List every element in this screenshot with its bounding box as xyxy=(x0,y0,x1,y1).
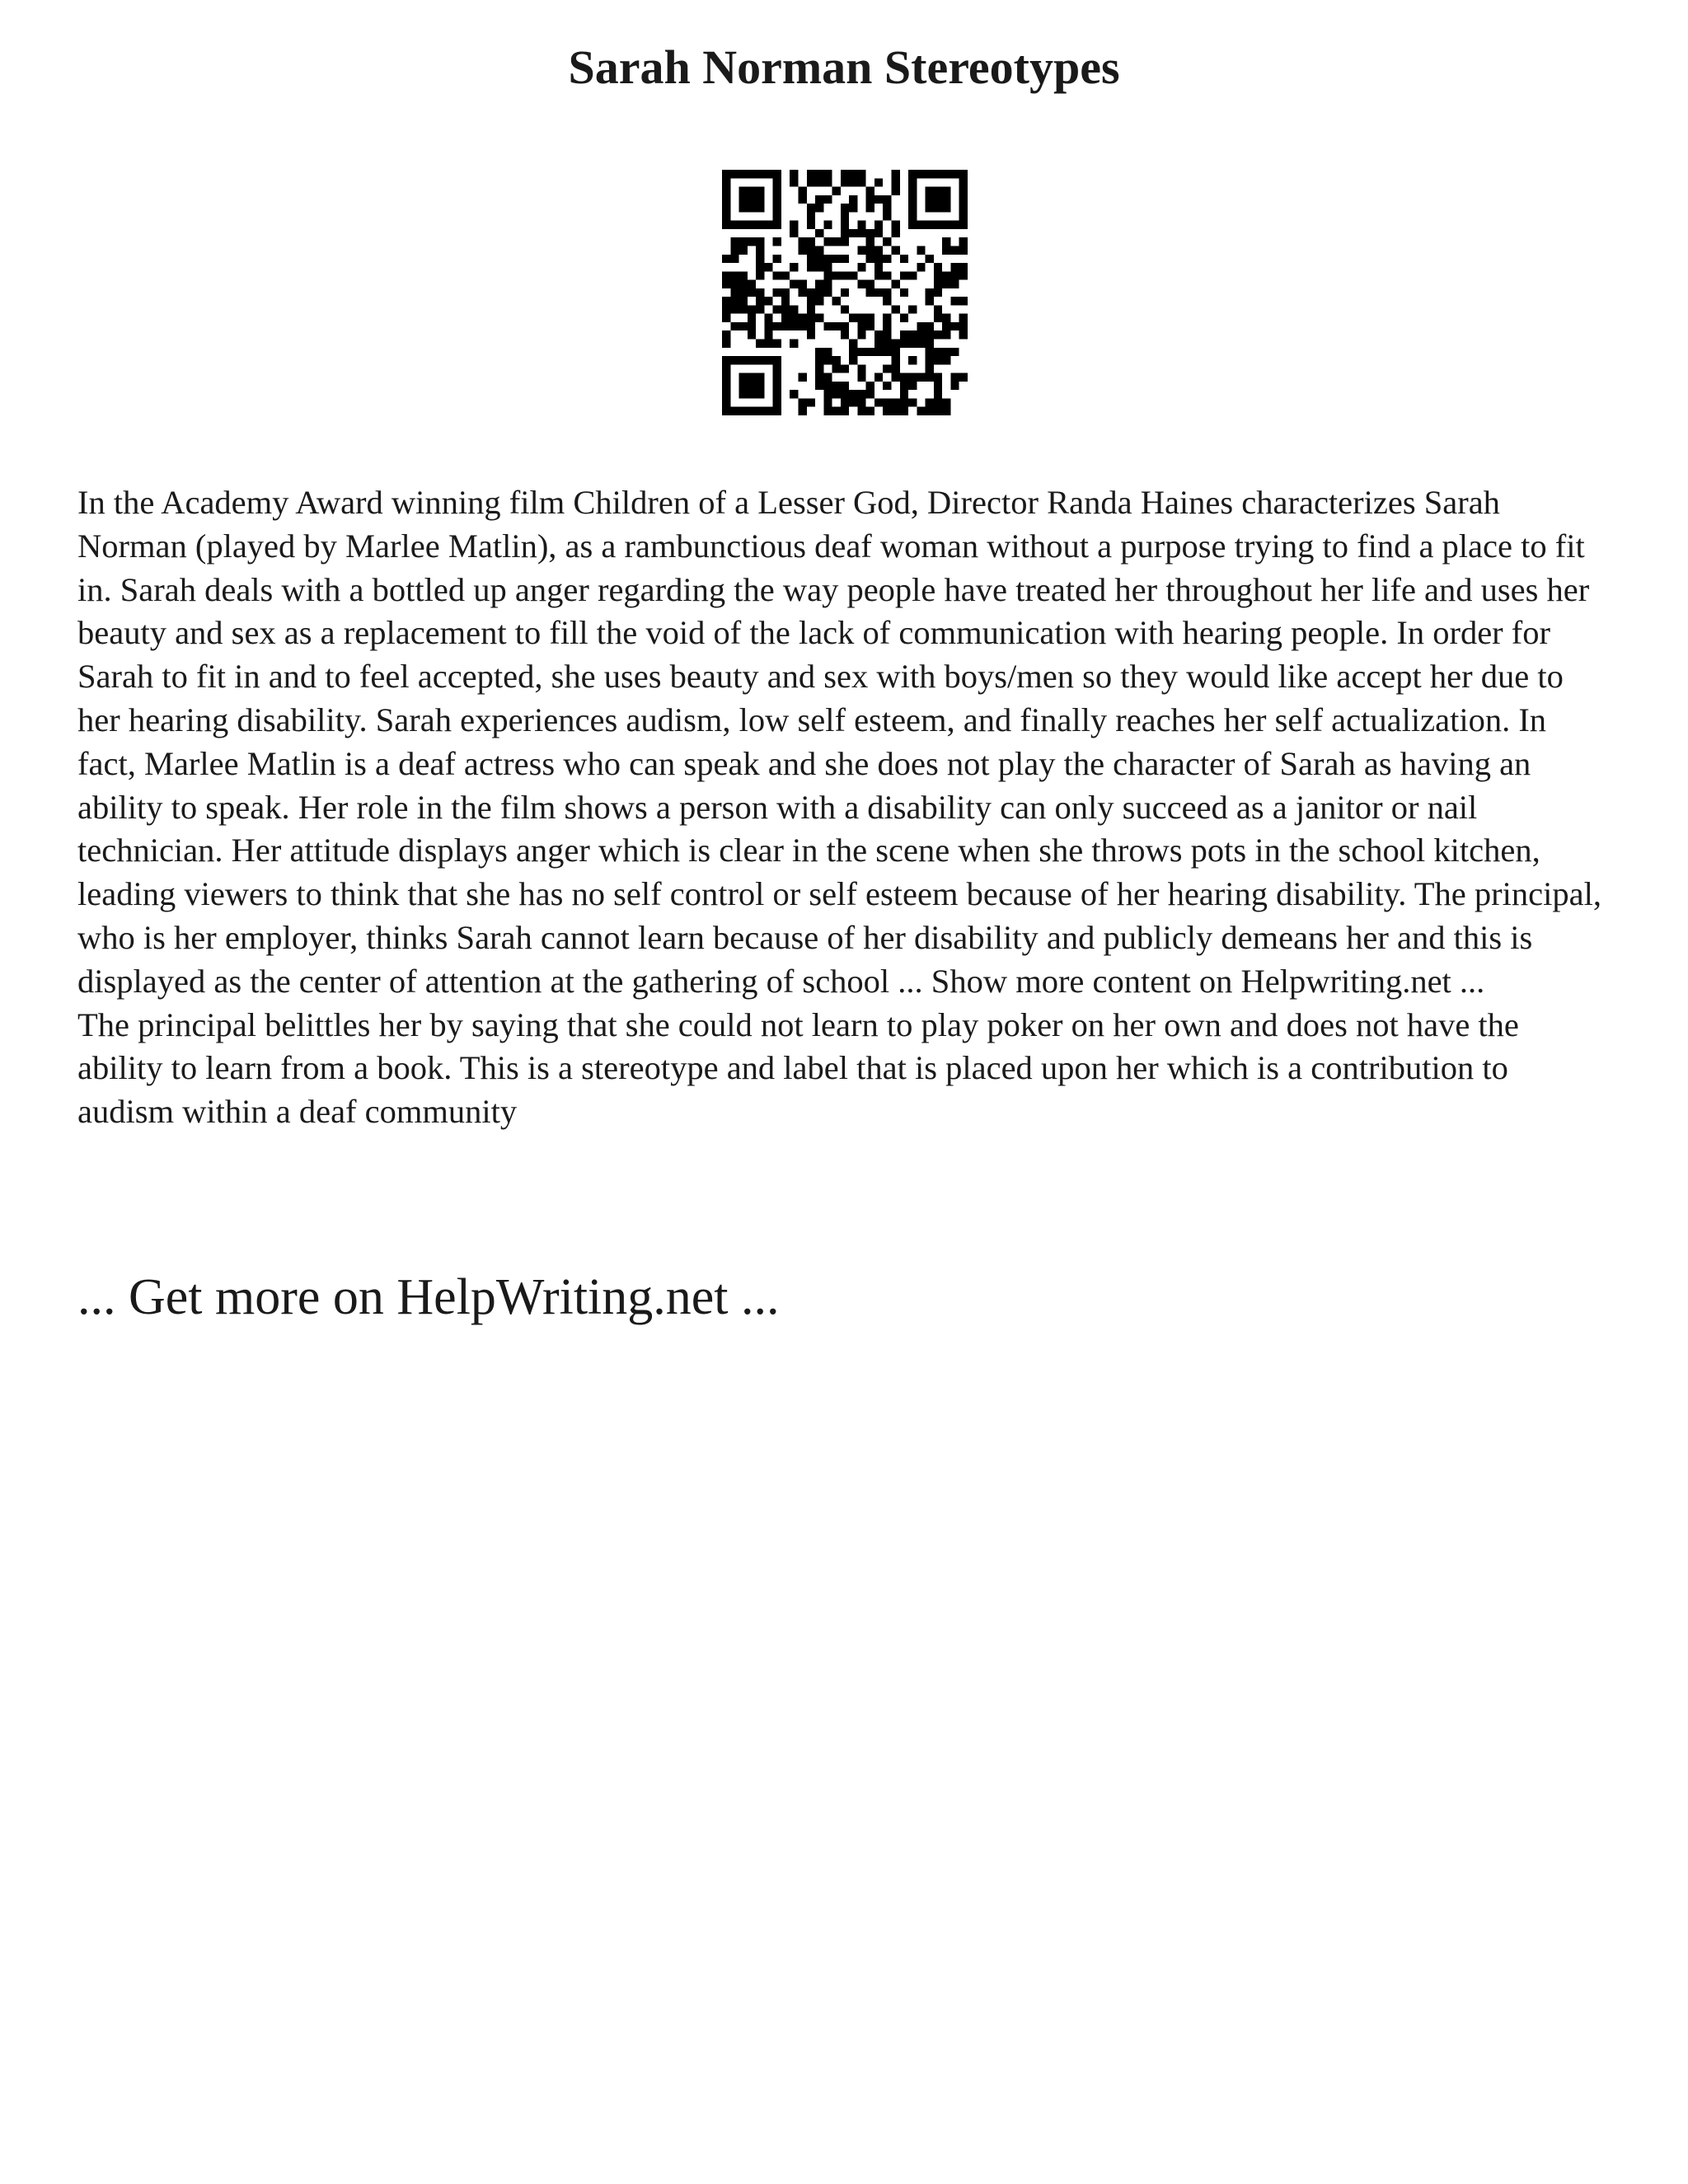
paragraph-principal: The principal belittles her by saying that she could not learn to play poker on her own and does not have the ability to learn from a book. This is a stereotype and label that is placed upon her which is a contribution to audism within a deaf community xyxy=(77,1005,1519,1131)
paragraph-intro: In the Academy Award winning film Children of a Lesser God, Director Randa Haines characterizes Sarah Norman (played by Marlee Matlin), as a rambunctious deaf woman without a purpose trying to find a place to fit in. Sarah deals with a bottled up anger regarding the way people have treated her throughout her life and uses her beauty and sex as a replacement to fill the void of the lack of communication with hearing people. In order for Sarah to fit in and to feel accepted, she uses beauty and sex with boys/men so they would like accept her due to her hearing disability. Sarah experiences audism, low self esteem, and finally reaches her self actualization. In fact, Marlee Matlin is a deaf actress who can speak and she does not play the character of Sarah as having an ability to speak. Her role in the film shows a person with a disability can only succeed as a janitor or nail technician. Her attitude displays anger which is clear in the scene when she throws pots in the school kitchen, leading viewers to think that she has no self control or self esteem because of her hearing disability. The principal, who is her employer, thinks Sarah cannot learn because of her disability and publicly demeans her and this is displayed as the center of attention at the gathering of school ... Show more content on Helpwriting.net ... xyxy=(77,484,1601,1000)
qr-code-icon xyxy=(722,170,968,415)
article-body xyxy=(77,481,1611,1134)
get-more-link[interactable]: ... Get more on HelpWriting.net ... xyxy=(77,1269,780,1325)
page-title: Sarah Norman Stereotypes xyxy=(568,40,1120,94)
qr-code xyxy=(722,170,968,415)
